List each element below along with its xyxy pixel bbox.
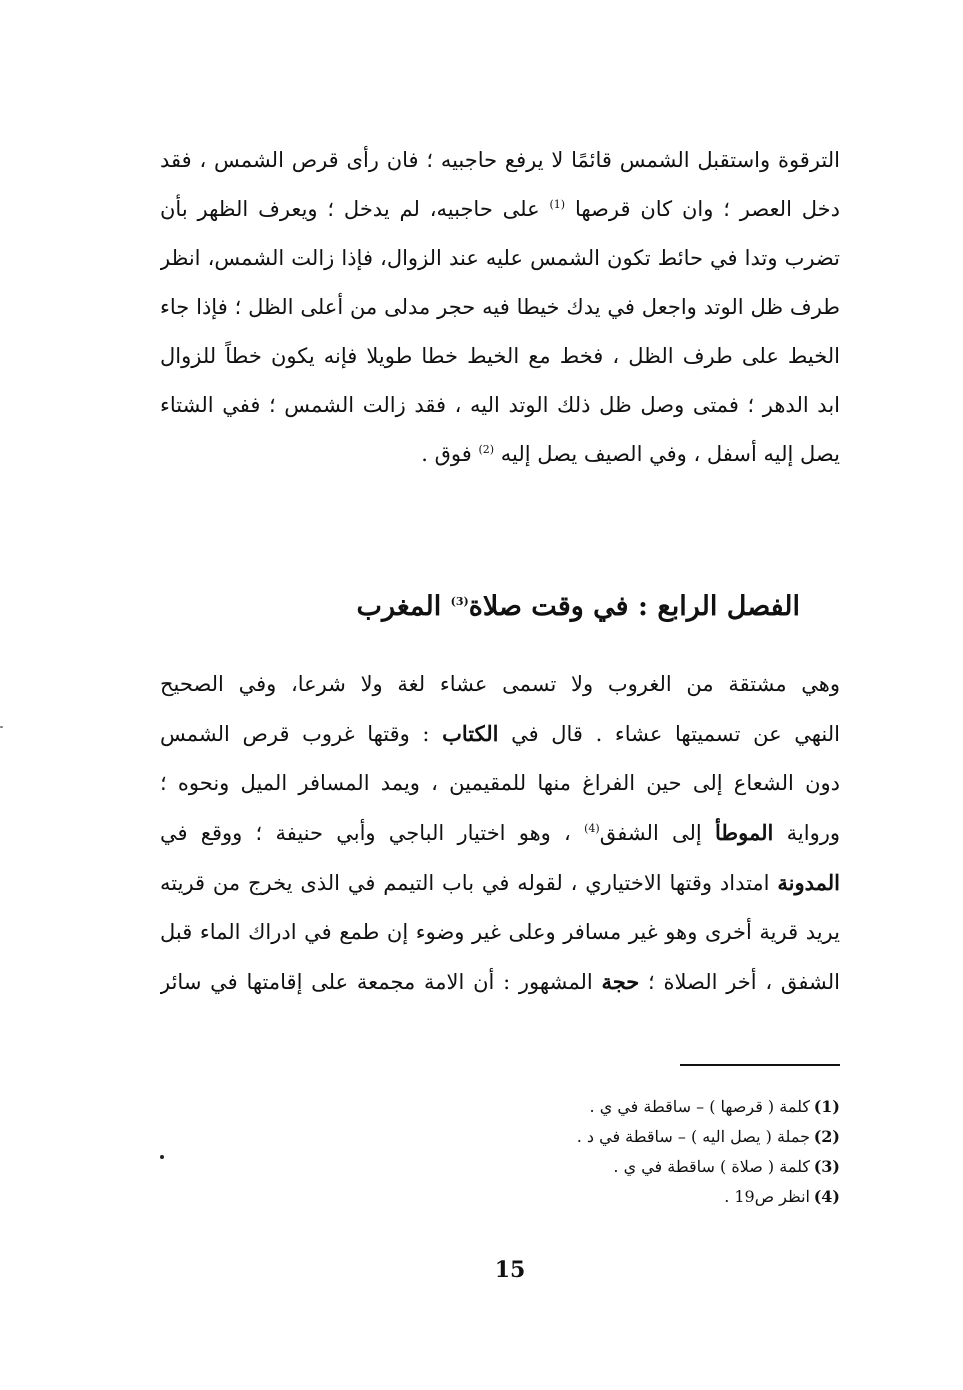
text-line: يصل إليه أسفل ، وفي الصيف يصل إليه $^{(2)}$ فوق . xyxy=(421,442,840,466)
section-heading: الفصل الرابع : في وقت صلاة$^{(3)}$ المغرب xyxy=(356,591,800,622)
footnote-item xyxy=(420,1092,840,1122)
paragraph-maghrib xyxy=(160,660,840,1007)
text-line: دخل العصر ؛ وان كان قرصها $^{(1)}$ على حاجبيه، لم يدخل ؛ ويعرف الظهر بأن xyxy=(160,197,840,221)
footnote-item xyxy=(420,1152,840,1182)
text-line: الترقوة واستقبل الشمس قائمًا لا يرفع حاجبيه ؛ فان رأى قرص الشمس ، فقد xyxy=(160,148,840,172)
text-line: يريد قرية أخرى وهو غير مسافر وعلى غير وضوء إن طمع في ادراك الماء قبل xyxy=(160,920,840,944)
text-line: ابد الدهر ؛ فمتى وصل ظل ذلك الوتد اليه ، فقد زالت الشمس ؛ ففي الشتاء xyxy=(160,393,840,417)
footnote-separator xyxy=(680,1064,840,1066)
text-line: وهي مشتقة من الغروب ولا تسمى عشاء لغة ولا شرعا، وفي الصحيح xyxy=(160,672,840,696)
footnote-text: جملة ( يصل اليه ) – ساقطة في د . xyxy=(576,1127,810,1146)
footnote-number: (4) xyxy=(813,1187,840,1206)
footnote-number: (2) xyxy=(813,1127,840,1146)
footnote-item xyxy=(420,1182,840,1212)
footnote-text: انظر ص19 . xyxy=(724,1187,810,1206)
footnote-ref[interactable]: (4) xyxy=(584,822,600,835)
text-line: الشفق ، أخر الصلاة ؛ حجة المشهور : أن الامة مجمعة على إقامتها في سائر xyxy=(160,969,840,994)
footnote-number: (1) xyxy=(813,1097,840,1116)
bold-term: الكتاب xyxy=(442,721,499,746)
text-line: دون الشعاع إلى حين الفراغ منها للمقيمين ، ويمد المسافر الميل ونحوه ؛ xyxy=(160,771,840,795)
scan-speck xyxy=(160,1155,164,1159)
bold-term: المدونة xyxy=(777,870,840,895)
text-line: النهي عن تسميتها عشاء . قال في الكتاب : وقتها غروب قرص الشمس xyxy=(160,721,840,746)
bold-term: حجة xyxy=(601,969,640,994)
page-number: 15 xyxy=(494,1257,526,1283)
footnote-text: كلمة ( قرصها ) – ساقطة في ي . xyxy=(589,1097,810,1116)
paragraph-continued xyxy=(160,136,840,479)
text-line: تضرب وتدا في حائط تكون الشمس عليه عند الزوال، فإذا زالت الشمس، انظر xyxy=(160,246,840,270)
text-line: طرف ظل الوتد واجعل في يدك خيطا فيه حجر مدلى من أعلى الظل ؛ فإذا جاء xyxy=(160,295,840,319)
footnote-ref[interactable]: (3) xyxy=(450,595,469,608)
footnotes xyxy=(420,1092,840,1212)
footnote-ref[interactable]: (2) xyxy=(478,443,495,456)
footnote-item xyxy=(420,1122,840,1152)
footnote-ref[interactable]: (1) xyxy=(549,198,566,211)
text-line: المدونة امتداد وقتها الاختياري ، لقوله في باب التيمم في الذى يخرج من قريته xyxy=(160,870,840,895)
text-line: ورواية الموطأ إلى الشفق$^{(4)}$ ، وهو اختيار الباجي وأبي حنيفة ؛ ووقع في xyxy=(160,820,840,845)
text-line: الخيط على طرف الظل ، فخط مع الخيط خطا طويلا فإنه يكون خطاً للزوال xyxy=(160,344,840,368)
bold-term: الموطأ xyxy=(715,820,774,845)
scan-speck xyxy=(0,726,3,728)
footnote-text: كلمة ( صلاة ) ساقطة في ي . xyxy=(613,1157,810,1176)
footnote-number: (3) xyxy=(813,1157,840,1176)
